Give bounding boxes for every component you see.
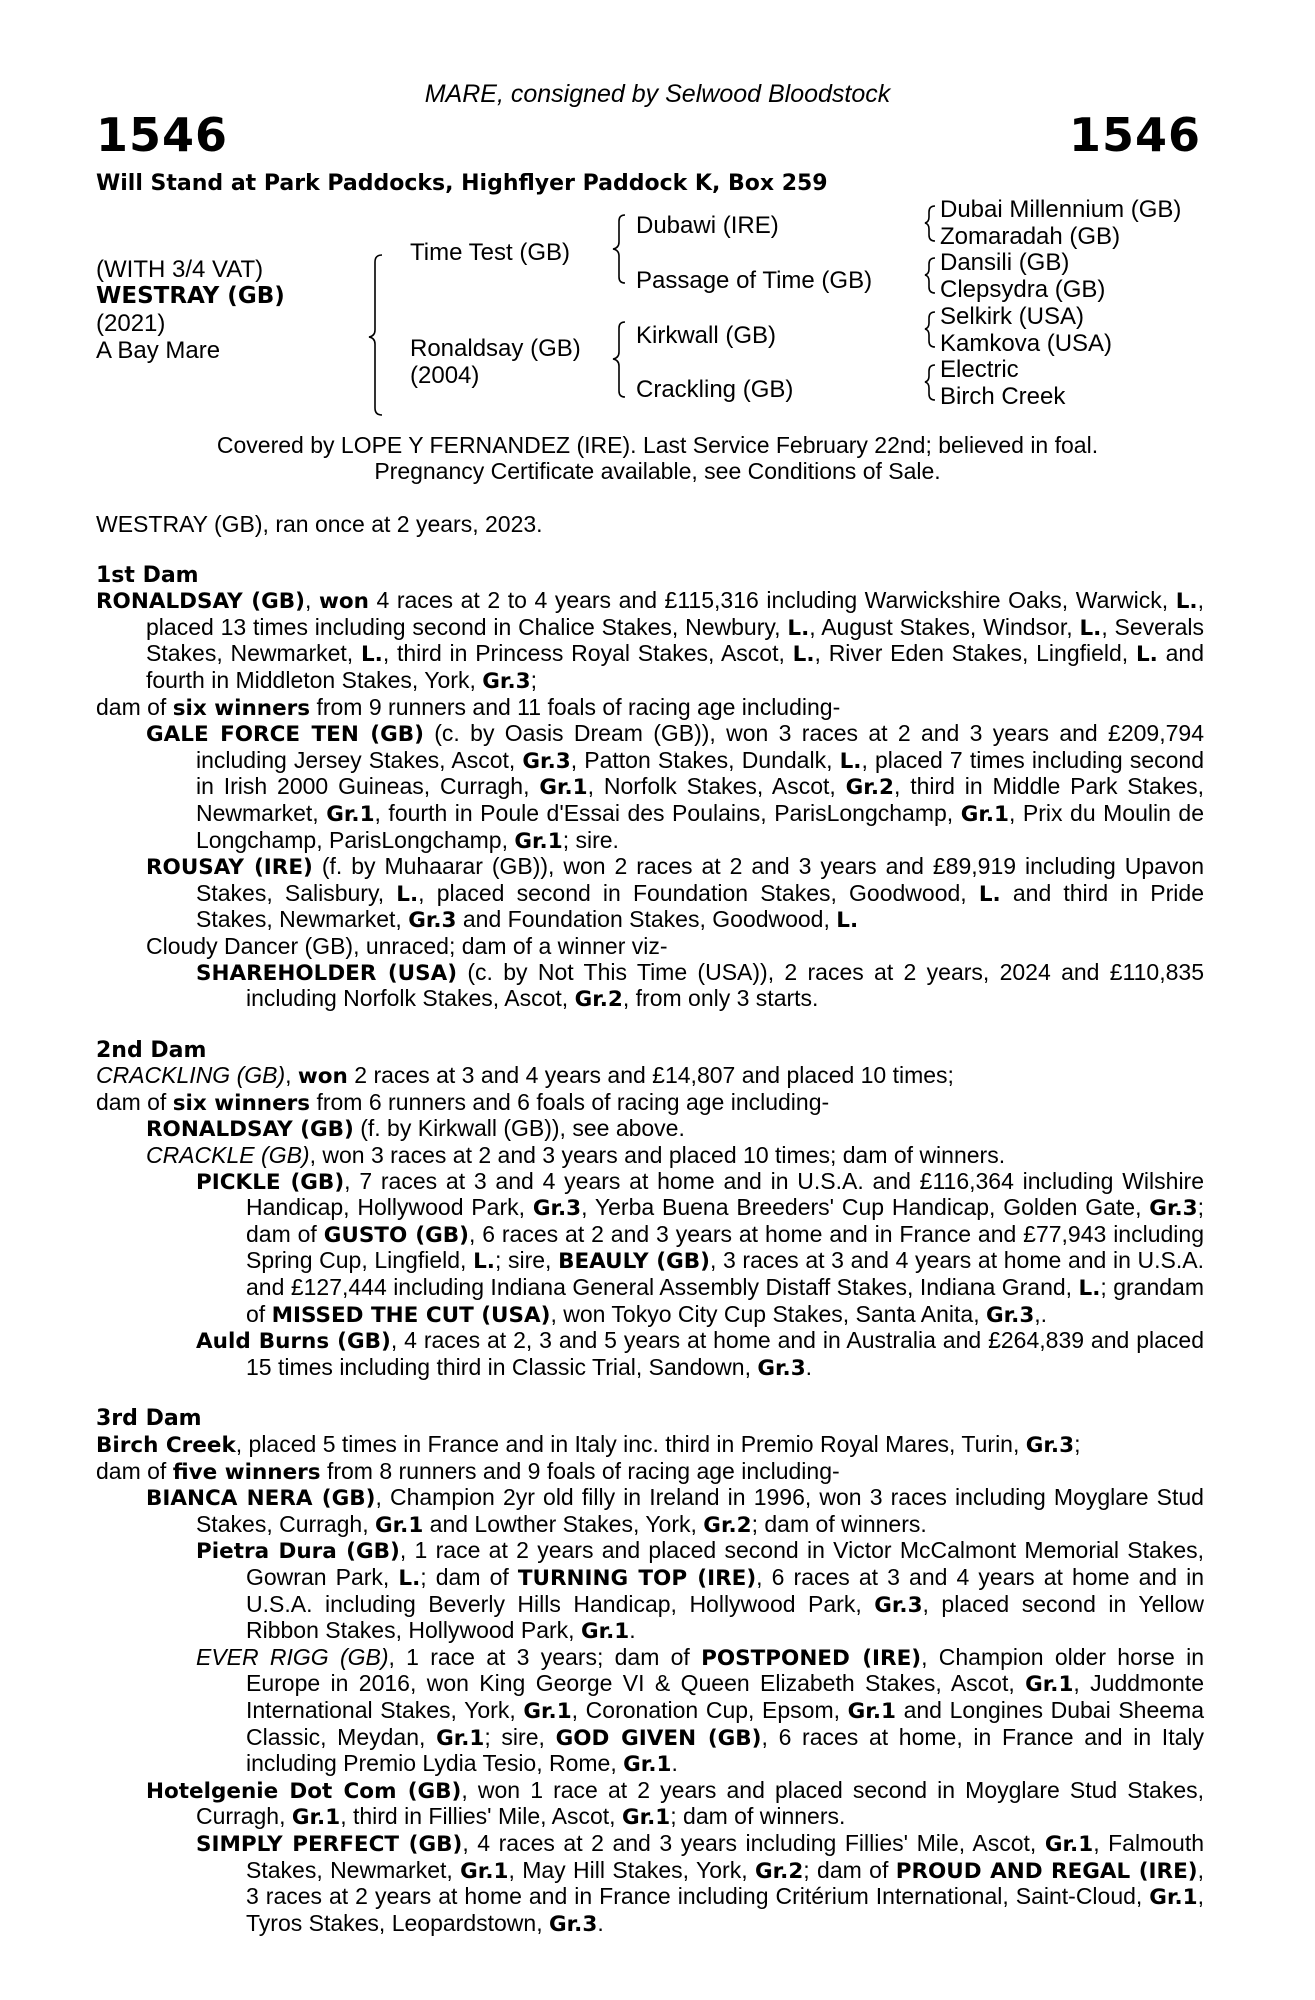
- sire-sire: Dubawi (IRE): [636, 212, 779, 239]
- produce-crackle: CRACKLE (GB), won 3 races at 2 and 3 years and placed 10 times; dam of winners.: [146, 1142, 1006, 1169]
- produce-ever-rigg: EVER RIGG (GB), 1 race at 3 years; dam of POSTPONED (IRE), Champion older horse in Europe in 2016, won King George VI & Queen Elizabeth Stakes, Ascot, Gr.1, Juddmonte International Stakes, York, Gr.1, Coronation Cup, Epsom, Gr.1 and Longines Dubai Sheema Classic, Meydan, Gr.1; sire, GOD GIVEN (GB), 6 races at home, in France and in Italy including Premio Lydia Tesio, Rome, Gr.1.: [196, 1643, 1204, 1778]
- third-dam-produce-summary: dam of five winners from 8 runners and 9 foals of racing age including-: [96, 1457, 840, 1485]
- third-dam-record: Birch Creek, placed 5 times in France and in Italy inc. third in Premio Royal Mares, Turin, Gr.3;: [96, 1431, 1081, 1458]
- produce-cloudy-dancer: Cloudy Dancer (GB), unraced; dam of a winner viz-: [146, 932, 668, 959]
- horse-description: A Bay Mare: [96, 337, 221, 364]
- brace-g2: [925, 258, 935, 293]
- foaling-year: (2021): [96, 310, 166, 337]
- stabling-location: Will Stand at Park Paddocks, Highflyer Paddock K, Box 259: [96, 171, 828, 196]
- brace-g3: [925, 312, 935, 347]
- first-dam-record: RONALDSAY (GB), won 4 races at 2 to 4 years and £115,316 including Warwickshire Oaks, Warwick, L., placed 13 times including second in Chalice Stakes, Newbury, L., August Stakes, Windsor, L., Severals Stakes, Newmarket, L., third in Princess Royal Stakes, Ascot, L., River Eden Stakes, Lingfield, L. and fourth in Middleton Stakes, York, Gr.3;: [96, 587, 1205, 694]
- first-dam-title: 1st Dam: [96, 562, 199, 588]
- produce-pickle: PICKLE (GB), 7 races at 3 and 4 years at home and in U.S.A. and £116,364 including Wilshire Handicap, Hollywood Park, Gr.3, Yerba Buena Breeders' Cup Handicap, Golden Gate, Gr.3; dam of GUSTO (GB), 6 races at 2 and 3 years at home and in France and £77,943 including Spring Cup, Lingfield, L.; sire, BEAULY (GB), 3 races at 3 and 4 years at home and in U.S.A. and £127,444 including Indiana General Assembly Distaff Stakes, Indiana Grand, L.; grandam of MISSED THE CUT (USA), won Tokyo City Cup Stakes, Santa Anita, Gr.3,.: [196, 1167, 1204, 1328]
- ancestor-4: Clepsydra (GB): [940, 276, 1106, 303]
- catalogue-body: [96, 512, 1204, 1937]
- first-dam-produce-summary: dam of six winners from 9 runners and 11 foals of racing age including-: [96, 693, 841, 721]
- horse-name: WESTRAY (GB): [96, 283, 285, 309]
- produce-auld-burns: Auld Burns (GB), 4 races at 2, 3 and 5 years at home and in Australia and £264,839 and placed 15 times including third in Classic Trial, Sandown, Gr.3.: [196, 1327, 1204, 1381]
- dam-sire: Kirkwall (GB): [636, 322, 777, 349]
- dam: Ronaldsay (GB): [410, 335, 581, 362]
- pedigree-table: [0, 196, 1315, 420]
- produce-gale-force-ten: GALE FORCE TEN (GB) (c. by Oasis Dream (GB)), won 3 races at 2 and 3 years and £209,794 including Jersey Stakes, Ascot, Gr.3, Patton Stakes, Dundalk, L., placed 7 times including second in Irish 2000 Guineas, Curragh, Gr.1, Norfolk Stakes, Ascot, Gr.2, third in Middle Park Stakes, Newmarket, Gr.1, fourth in Poule d'Essai des Poulains, ParisLongchamp, Gr.1, Prix du Moulin de Longchamp, ParisLongchamp, Gr.1; sire.: [146, 720, 1204, 854]
- ancestor-7: Electric: [940, 356, 1019, 383]
- second-dam-title: 2nd Dam: [96, 1037, 207, 1063]
- ancestor-1: Dubai Millennium (GB): [940, 196, 1182, 223]
- brace-dam: [613, 322, 625, 397]
- cover-line-2: Pregnancy Certificate available, see Conditions of Sale.: [374, 458, 941, 484]
- lot-number-right: 1546: [1068, 108, 1201, 162]
- dam-year: (2004): [410, 362, 480, 389]
- produce-pietra-dura: Pietra Dura (GB), 1 race at 2 years and placed second in Victor McCalmont Memorial Stakes, Gowran Park, L.; dam of TURNING TOP (IRE), 6 races at 3 and 4 years at home and in U.S.A. including Beverly Hills Handicap, Hollywood Park, Gr.3, placed second in Yellow Ribbon Stakes, Hollywood Park, Gr.1.: [196, 1537, 1204, 1645]
- brace-sire: [613, 215, 625, 283]
- second-dam-produce-summary: dam of six winners from 6 runners and 6 foals of racing age including-: [96, 1088, 830, 1116]
- race-summary: WESTRAY (GB), ran once at 2 years, 2023.: [96, 511, 543, 537]
- ancestor-6: Kamkova (USA): [940, 330, 1113, 357]
- sire-dam: Passage of Time (GB): [636, 267, 873, 294]
- cover-line-1: Covered by LOPE Y FERNANDEZ (IRE). Last Service February 22nd; believed in foal.: [216, 432, 1099, 458]
- produce-hotelgenie-dot-com: Hotelgenie Dot Com (GB), won 1 race at 2 years and placed second in Moyglare Stud Stakes, Curragh, Gr.1, third in Fillies' Mile, Ascot, Gr.1; dam of winners.: [146, 1776, 1205, 1831]
- ancestor-3: Dansili (GB): [940, 249, 1070, 276]
- produce-rousay: ROUSAY (IRE) (f. by Muhaarar (GB)), won 2 races at 2 and 3 years and £89,919 including Upavon Stakes, Salisbury, L., placed second in Foundation Stakes, Goodwood, L. and third in Pride Stakes, Newmarket, Gr.3 and Foundation Stakes, Goodwood, L.: [146, 853, 1205, 934]
- third-dam-title: 3rd Dam: [96, 1406, 202, 1432]
- produce-bianca-nera: BIANCA NERA (GB), Champion 2yr old filly in Ireland in 1996, won 3 races including Moyglare Stud Stakes, Curragh, Gr.1 and Lowther Stakes, York, Gr.2; dam of winners.: [146, 1484, 1204, 1538]
- lot-number-left: 1546: [96, 108, 229, 162]
- sire: Time Test (GB): [410, 239, 571, 266]
- second-dam-record: CRACKLING (GB), won 2 races at 3 and 4 years and £14,807 and placed 10 times;: [96, 1062, 954, 1090]
- brace-g1: [925, 206, 935, 241]
- brace-g4: [925, 365, 935, 400]
- ancestor-2: Zomaradah (GB): [940, 223, 1121, 250]
- brace-main: [369, 255, 382, 415]
- ancestor-8: Birch Creek: [940, 383, 1066, 410]
- consignor-line: MARE, consigned by Selwood Bloodstock: [424, 80, 891, 108]
- vat-note: (WITH 3/4 VAT): [96, 256, 264, 283]
- dam-dam: Crackling (GB): [636, 376, 794, 403]
- cover-note: [0, 432, 1315, 484]
- produce-ronaldsay: RONALDSAY (GB) (f. by Kirkwall (GB)), see above.: [146, 1115, 685, 1143]
- ancestor-5: Selkirk (USA): [940, 303, 1085, 330]
- produce-shareholder: SHAREHOLDER (USA) (c. by Not This Time (USA)), 2 races at 2 years, 2024 and £110,835 including Norfolk Stakes, Ascot, Gr.2, from only 3 starts.: [196, 958, 1204, 1013]
- produce-simply-perfect: SIMPLY PERFECT (GB), 4 races at 2 and 3 years including Fillies' Mile, Ascot, Gr.1, Falmouth Stakes, Newmarket, Gr.1, May Hill Stakes, York, Gr.2; dam of PROUD AND REGAL (IRE), 3 races at 2 years at home and in France including Critérium International, Saint-Cloud, Gr.1, Tyros Stakes, Leopardstown, Gr.3.: [196, 1829, 1205, 1937]
